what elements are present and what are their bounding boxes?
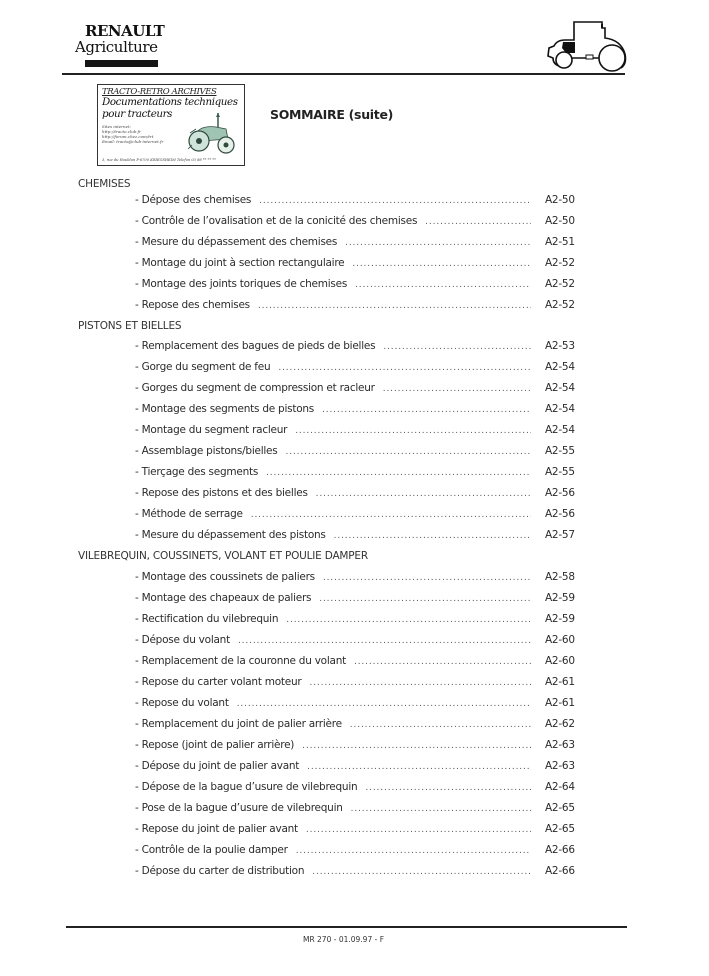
dot-leader (351, 804, 531, 814)
entry-label: - Mesure du dépassement des pistons (135, 529, 326, 541)
entry-page: A2-52 (545, 278, 575, 290)
stamp-title: TRACTO-RETRO ARCHIVES (102, 87, 217, 97)
toc-entry[interactable] (135, 760, 579, 774)
entry-page: A2-61 (545, 697, 575, 709)
toc-entry[interactable] (135, 802, 579, 816)
dot-leader (302, 741, 531, 751)
dot-leader (334, 531, 531, 541)
entry-page: A2-62 (545, 718, 575, 730)
dot-leader (251, 510, 531, 520)
toc-entry[interactable] (135, 592, 579, 606)
entry-label: - Pose de la bague d’usure de vilebrequin (135, 802, 343, 814)
entry-page: A2-65 (545, 802, 575, 814)
entry-page: A2-52 (545, 299, 575, 311)
entry-page: A2-59 (545, 592, 575, 604)
renault-agriculture-logo (75, 24, 175, 67)
entry-label: - Montage du segment racleur (135, 424, 288, 436)
dot-leader (296, 846, 531, 856)
entry-label: - Repose des chemises (135, 299, 250, 311)
dot-leader (383, 342, 531, 352)
entry-label: - Repose du joint de palier avant (135, 823, 298, 835)
entry-label: - Repose (joint de palier arrière) (135, 739, 295, 751)
entry-page: A2-54 (545, 403, 575, 415)
toc-entry[interactable] (135, 508, 579, 522)
entry-label: - Gorge du segment de feu (135, 361, 271, 373)
dot-leader (355, 280, 531, 290)
entry-label: - Remplacement du joint de palier arrière (135, 718, 342, 730)
entry-page: A2-56 (545, 508, 575, 520)
toc-entry[interactable] (135, 361, 579, 375)
entry-label: - Repose du volant (135, 697, 229, 709)
entry-label: - Repose des pistons et des bielles (135, 487, 308, 499)
entry-page: A2-63 (545, 760, 575, 772)
entry-label: - Tierçage des segments (135, 466, 259, 478)
toc-entry[interactable] (135, 487, 579, 501)
entry-label: - Montage des chapeaux de paliers (135, 592, 312, 604)
toc-entry[interactable] (135, 844, 579, 858)
entry-page: A2-51 (545, 236, 575, 248)
dot-leader (383, 384, 531, 394)
entry-label: - Dépose du volant (135, 634, 230, 646)
toc-entry[interactable] (135, 823, 579, 837)
brand-name: RENAULT (85, 22, 165, 40)
dot-leader (286, 615, 531, 625)
dot-leader (316, 489, 531, 499)
stamp-contact-line: Email: tracto@club-internet.fr (102, 139, 164, 144)
entry-label: - Remplacement de la couronne du volant (135, 655, 346, 667)
entry-label: - Rectification du vilebrequin (135, 613, 279, 625)
dot-leader (350, 720, 531, 730)
entry-page: A2-54 (545, 382, 575, 394)
footer-rule (66, 926, 627, 928)
entry-label: - Montage des joints toriques de chemises (135, 278, 348, 290)
entry-label: - Montage des coussinets de paliers (135, 571, 315, 583)
dot-leader (323, 573, 531, 583)
dot-leader (266, 468, 531, 478)
document-reference: MR 270 - 01.09.97 - F (302, 935, 385, 944)
entry-label: - Remplacement des bagues de pieds de bielles (135, 340, 376, 352)
dot-leader (307, 762, 531, 772)
page-title: SOMMAIRE (suite) (270, 107, 394, 122)
dot-leader (319, 594, 531, 604)
toc-entry[interactable] (135, 257, 579, 271)
entry-page: A2-66 (545, 865, 575, 877)
toc-entry[interactable] (135, 571, 579, 585)
toc-entry[interactable] (135, 739, 579, 753)
entry-page: A2-50 (545, 194, 575, 206)
entry-label: - Contrôle de l’ovalisation et de la conicité des chemises (135, 215, 418, 227)
entry-page: A2-60 (545, 655, 575, 667)
dot-leader (295, 426, 531, 436)
section-heading: PISTONS ET BIELLES (78, 320, 182, 332)
toc-entry[interactable] (135, 634, 579, 648)
toc-entry[interactable] (135, 697, 579, 711)
entry-page: A2-56 (545, 487, 575, 499)
entry-page: A2-57 (545, 529, 575, 541)
entry-page: A2-66 (545, 844, 575, 856)
entry-page: A2-54 (545, 361, 575, 373)
toc-entry[interactable] (135, 403, 579, 417)
entry-label: - Méthode de serrage (135, 508, 243, 520)
dot-leader (425, 217, 531, 227)
toc-entry[interactable] (135, 655, 579, 669)
entry-page: A2-53 (545, 340, 575, 352)
entry-label: - Dépose du carter de distribution (135, 865, 305, 877)
dot-leader (259, 196, 531, 206)
toc-entry[interactable] (135, 529, 579, 543)
dot-leader (278, 363, 531, 373)
entry-page: A2-58 (545, 571, 575, 583)
entry-page: A2-55 (545, 466, 575, 478)
entry-page: A2-52 (545, 257, 575, 269)
toc-entry[interactable] (135, 215, 579, 229)
toc-entry[interactable] (135, 445, 579, 459)
entry-page: A2-64 (545, 781, 575, 793)
tractor-outline-icon (545, 18, 631, 74)
toc-entry[interactable] (135, 865, 579, 879)
entry-label: - Repose du carter volant moteur (135, 676, 302, 688)
stamp-contact-line: http://tracto.club.fr (102, 129, 142, 134)
entry-page: A2-65 (545, 823, 575, 835)
stamp-address: 3, rue du Houblon F-6700 KRIEGSHEIM Telefon 03 88 ** ** ** (102, 158, 216, 162)
entry-page: A2-55 (545, 445, 575, 457)
dot-leader (309, 678, 531, 688)
entry-label: - Contrôle de la poulie damper (135, 844, 288, 856)
dot-leader (365, 783, 531, 793)
stamp-line-1: Documentations techniques (102, 96, 238, 108)
toc-entry[interactable] (135, 718, 579, 732)
stamp-line-2: pour tracteurs (102, 107, 173, 120)
vintage-tractor-icon (182, 111, 238, 155)
toc-entry[interactable] (135, 466, 579, 480)
header-rule (62, 73, 625, 75)
toc-entry[interactable] (135, 382, 579, 396)
stamp-contact (102, 124, 172, 144)
toc-entry[interactable] (135, 676, 579, 690)
entry-page: A2-54 (545, 424, 575, 436)
dot-leader (238, 636, 531, 646)
dot-leader (306, 825, 531, 835)
dot-leader (345, 238, 531, 248)
entry-label: - Dépose de la bague d’usure de vilebrequin (135, 781, 358, 793)
entry-page: A2-63 (545, 739, 575, 751)
entry-label: - Montage du joint à section rectangulaire (135, 257, 345, 269)
toc-entry[interactable] (135, 340, 579, 354)
stamp-contact-line: http://forum.chez.com/trt (102, 134, 154, 139)
archive-stamp (97, 84, 245, 166)
entry-page: A2-60 (545, 634, 575, 646)
entry-label: - Dépose des chemises (135, 194, 252, 206)
dot-leader (312, 867, 531, 877)
dot-leader (258, 301, 531, 311)
entry-label: - Dépose du joint de palier avant (135, 760, 300, 772)
toc-entry[interactable] (135, 278, 579, 292)
toc-entry[interactable] (135, 299, 579, 313)
section-heading: CHEMISES (78, 178, 131, 190)
toc-entry[interactable] (135, 194, 579, 208)
entry-label: - Montage des segments de pistons (135, 403, 315, 415)
dot-leader (322, 405, 531, 415)
toc-entry[interactable] (135, 424, 579, 438)
brand-subtitle: Agriculture (75, 38, 158, 56)
dot-leader (352, 259, 531, 269)
entry-label: - Assemblage pistons/bielles (135, 445, 278, 457)
toc-entry[interactable] (135, 236, 579, 250)
dot-leader (285, 447, 531, 457)
entry-label: - Gorges du segment de compression et racleur (135, 382, 375, 394)
toc-entry[interactable] (135, 613, 579, 627)
footer (0, 935, 709, 944)
section-heading: VILEBREQUIN, COUSSINETS, VOLANT ET POULIE DAMPER (78, 550, 368, 562)
entry-label: - Mesure du dépassement des chemises (135, 236, 338, 248)
dot-leader (237, 699, 531, 709)
entry-page: A2-59 (545, 613, 575, 625)
dot-leader (354, 657, 531, 667)
stamp-contact-line: Sites internet: (102, 124, 131, 129)
toc-entry[interactable] (135, 781, 579, 795)
entry-page: A2-61 (545, 676, 575, 688)
logo-bar (85, 60, 158, 67)
entry-page: A2-50 (545, 215, 575, 227)
